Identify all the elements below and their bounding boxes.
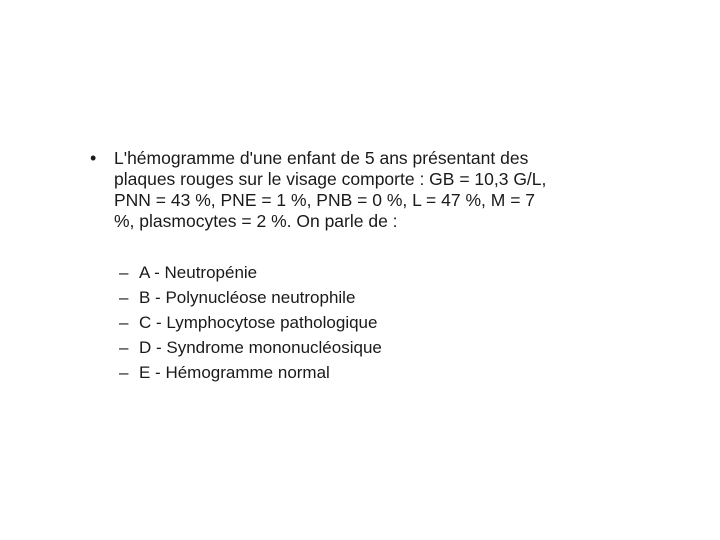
question-text: L'hémogramme d'une enfant de 5 ans présentant des plaques rouges sur le visage comporte : GB = 10,3 G/L, PNN = 43 %, PNE = 1 %, PNB = 0 %, L = 47 %, M = 7 %, plasmocytes = 2 %. On parle de : xyxy=(114,148,547,231)
answer-label: E - Hémogramme normal xyxy=(139,363,330,382)
dash-icon: – xyxy=(119,363,129,382)
dash-icon: – xyxy=(119,338,129,357)
answer-option-c xyxy=(119,310,382,335)
answer-option-d xyxy=(119,335,382,360)
bullet-icon: • xyxy=(90,148,97,168)
answer-label: D - Syndrome mononucléosique xyxy=(139,338,382,357)
dash-icon: – xyxy=(119,263,129,282)
answer-option-e xyxy=(119,360,382,385)
answer-list xyxy=(119,260,382,385)
answer-label: C - Lymphocytose pathologique xyxy=(139,313,378,332)
answer-option-a xyxy=(119,260,382,285)
dash-icon: – xyxy=(119,288,129,307)
question-block xyxy=(90,148,680,232)
answer-label: B - Polynucléose neutrophile xyxy=(139,288,356,307)
answer-option-b xyxy=(119,285,382,310)
dash-icon: – xyxy=(119,313,129,332)
answer-label: A - Neutropénie xyxy=(139,263,258,282)
